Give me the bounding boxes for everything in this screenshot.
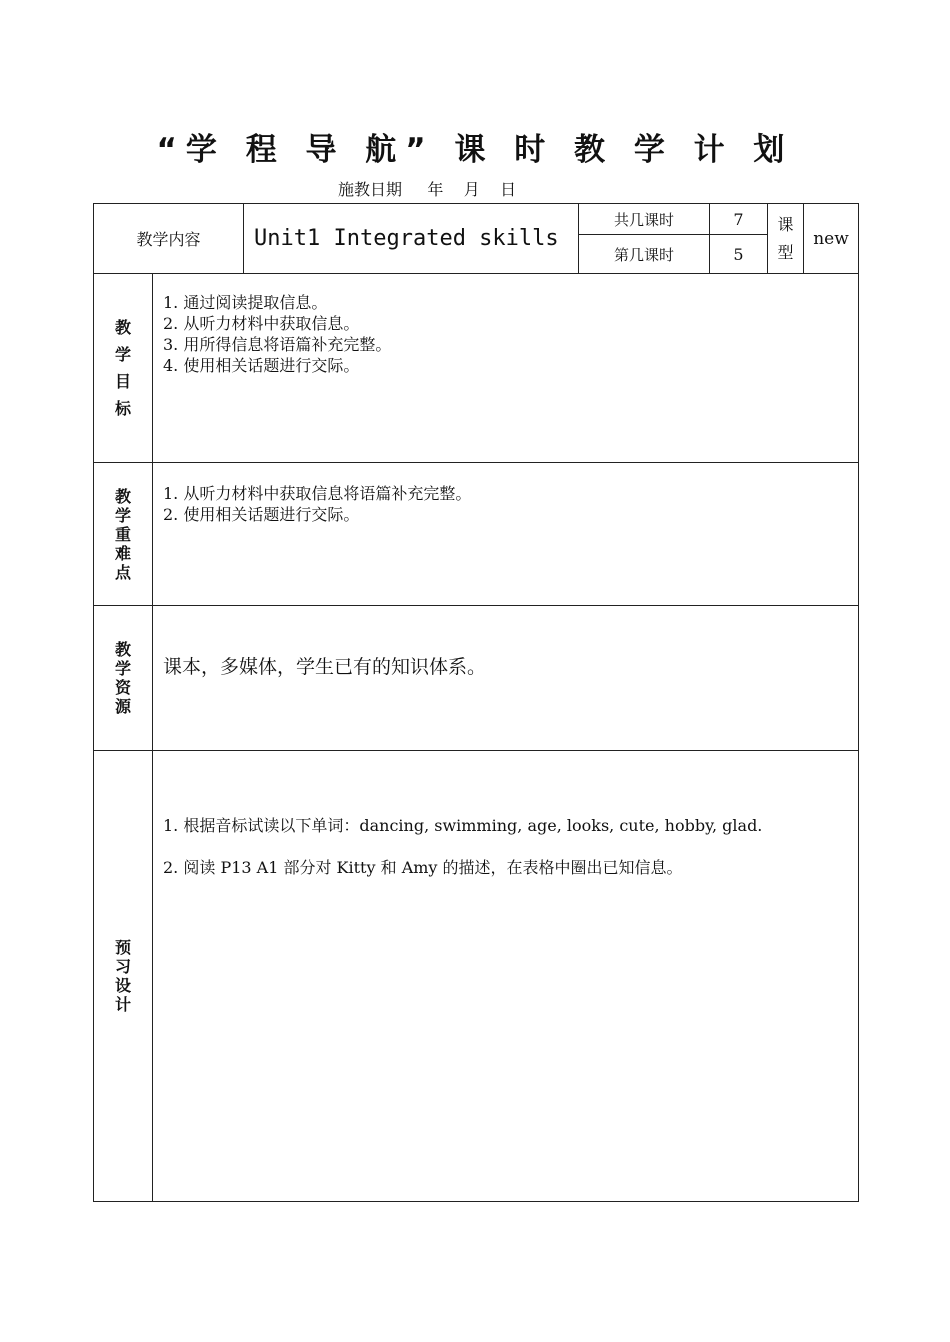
label-char: 目: [114, 372, 131, 391]
objectives-row: [94, 274, 859, 463]
label-char: 源: [114, 697, 131, 716]
label-char: 难: [114, 543, 131, 563]
objectives-content: [153, 274, 859, 463]
key-point-item: 1. 从听力材料中获取信息将语篇补充完整。: [163, 484, 472, 503]
label-char: 标: [114, 399, 131, 418]
lesson-type-label-char: 型: [777, 242, 794, 262]
objective-item: 3. 用所得信息将语篇补充完整。: [163, 335, 392, 354]
lesson-plan-table: [93, 203, 859, 1202]
lesson-type-label-char: 课: [777, 214, 794, 234]
label-char: 学: [114, 505, 131, 525]
label-char: 学: [114, 345, 131, 364]
label-char: 点: [114, 562, 131, 582]
preview-item: 2. 阅读 P13 A1 部分对 Kitty 和 Amy 的描述，在表格中圈出已知信息。: [163, 858, 683, 877]
label-char: 设: [114, 976, 131, 995]
objective-item: 4. 使用相关话题进行交际。: [163, 356, 360, 375]
label-char: 习: [114, 957, 131, 976]
total-periods-label: 共几课时: [579, 204, 710, 235]
key-points-content: [153, 463, 859, 606]
teaching-date-line: 施教日期 年 月 日: [338, 180, 517, 199]
label-char: 教: [114, 318, 131, 337]
key-points-row: [94, 463, 859, 606]
label-char: 资: [114, 678, 131, 697]
label-char: 重: [114, 524, 131, 544]
preview-label: [94, 751, 153, 1202]
objective-item: 1. 通过阅读提取信息。: [163, 293, 328, 312]
objectives-label: [94, 274, 153, 463]
label-char: 教: [114, 640, 131, 659]
label-char: 教: [114, 486, 131, 506]
current-period-label: 第几课时: [579, 235, 710, 274]
resources-content: 课本，多媒体，学生已有的知识体系。: [153, 606, 859, 751]
objective-item: 2. 从听力材料中获取信息。: [163, 314, 360, 333]
page-title: “学 程 导 航” 课 时 教 学 计 划: [156, 132, 794, 168]
lesson-type-value: new: [804, 204, 859, 274]
lesson-type-label: [768, 204, 804, 274]
key-point-item: 2. 使用相关话题进行交际。: [163, 505, 360, 524]
label-char: 计: [114, 995, 131, 1014]
unit-title: Unit1 Integrated skills: [244, 204, 579, 274]
total-periods-value: 7: [710, 204, 768, 235]
resources-label: [94, 606, 153, 751]
preview-item: 1. 根据音标试读以下单词：dancing, swimming, age, looks, cute, hobby, glad.: [163, 816, 763, 835]
info-row-top: [94, 204, 859, 235]
content-label: 教学内容: [94, 204, 244, 274]
key-points-label: [94, 463, 153, 606]
resources-row: [94, 606, 859, 751]
label-char: 学: [114, 659, 131, 678]
preview-content: [153, 751, 859, 1202]
preview-row: [94, 751, 859, 1202]
label-char: 预: [114, 938, 131, 957]
current-period-value: 5: [710, 235, 768, 274]
